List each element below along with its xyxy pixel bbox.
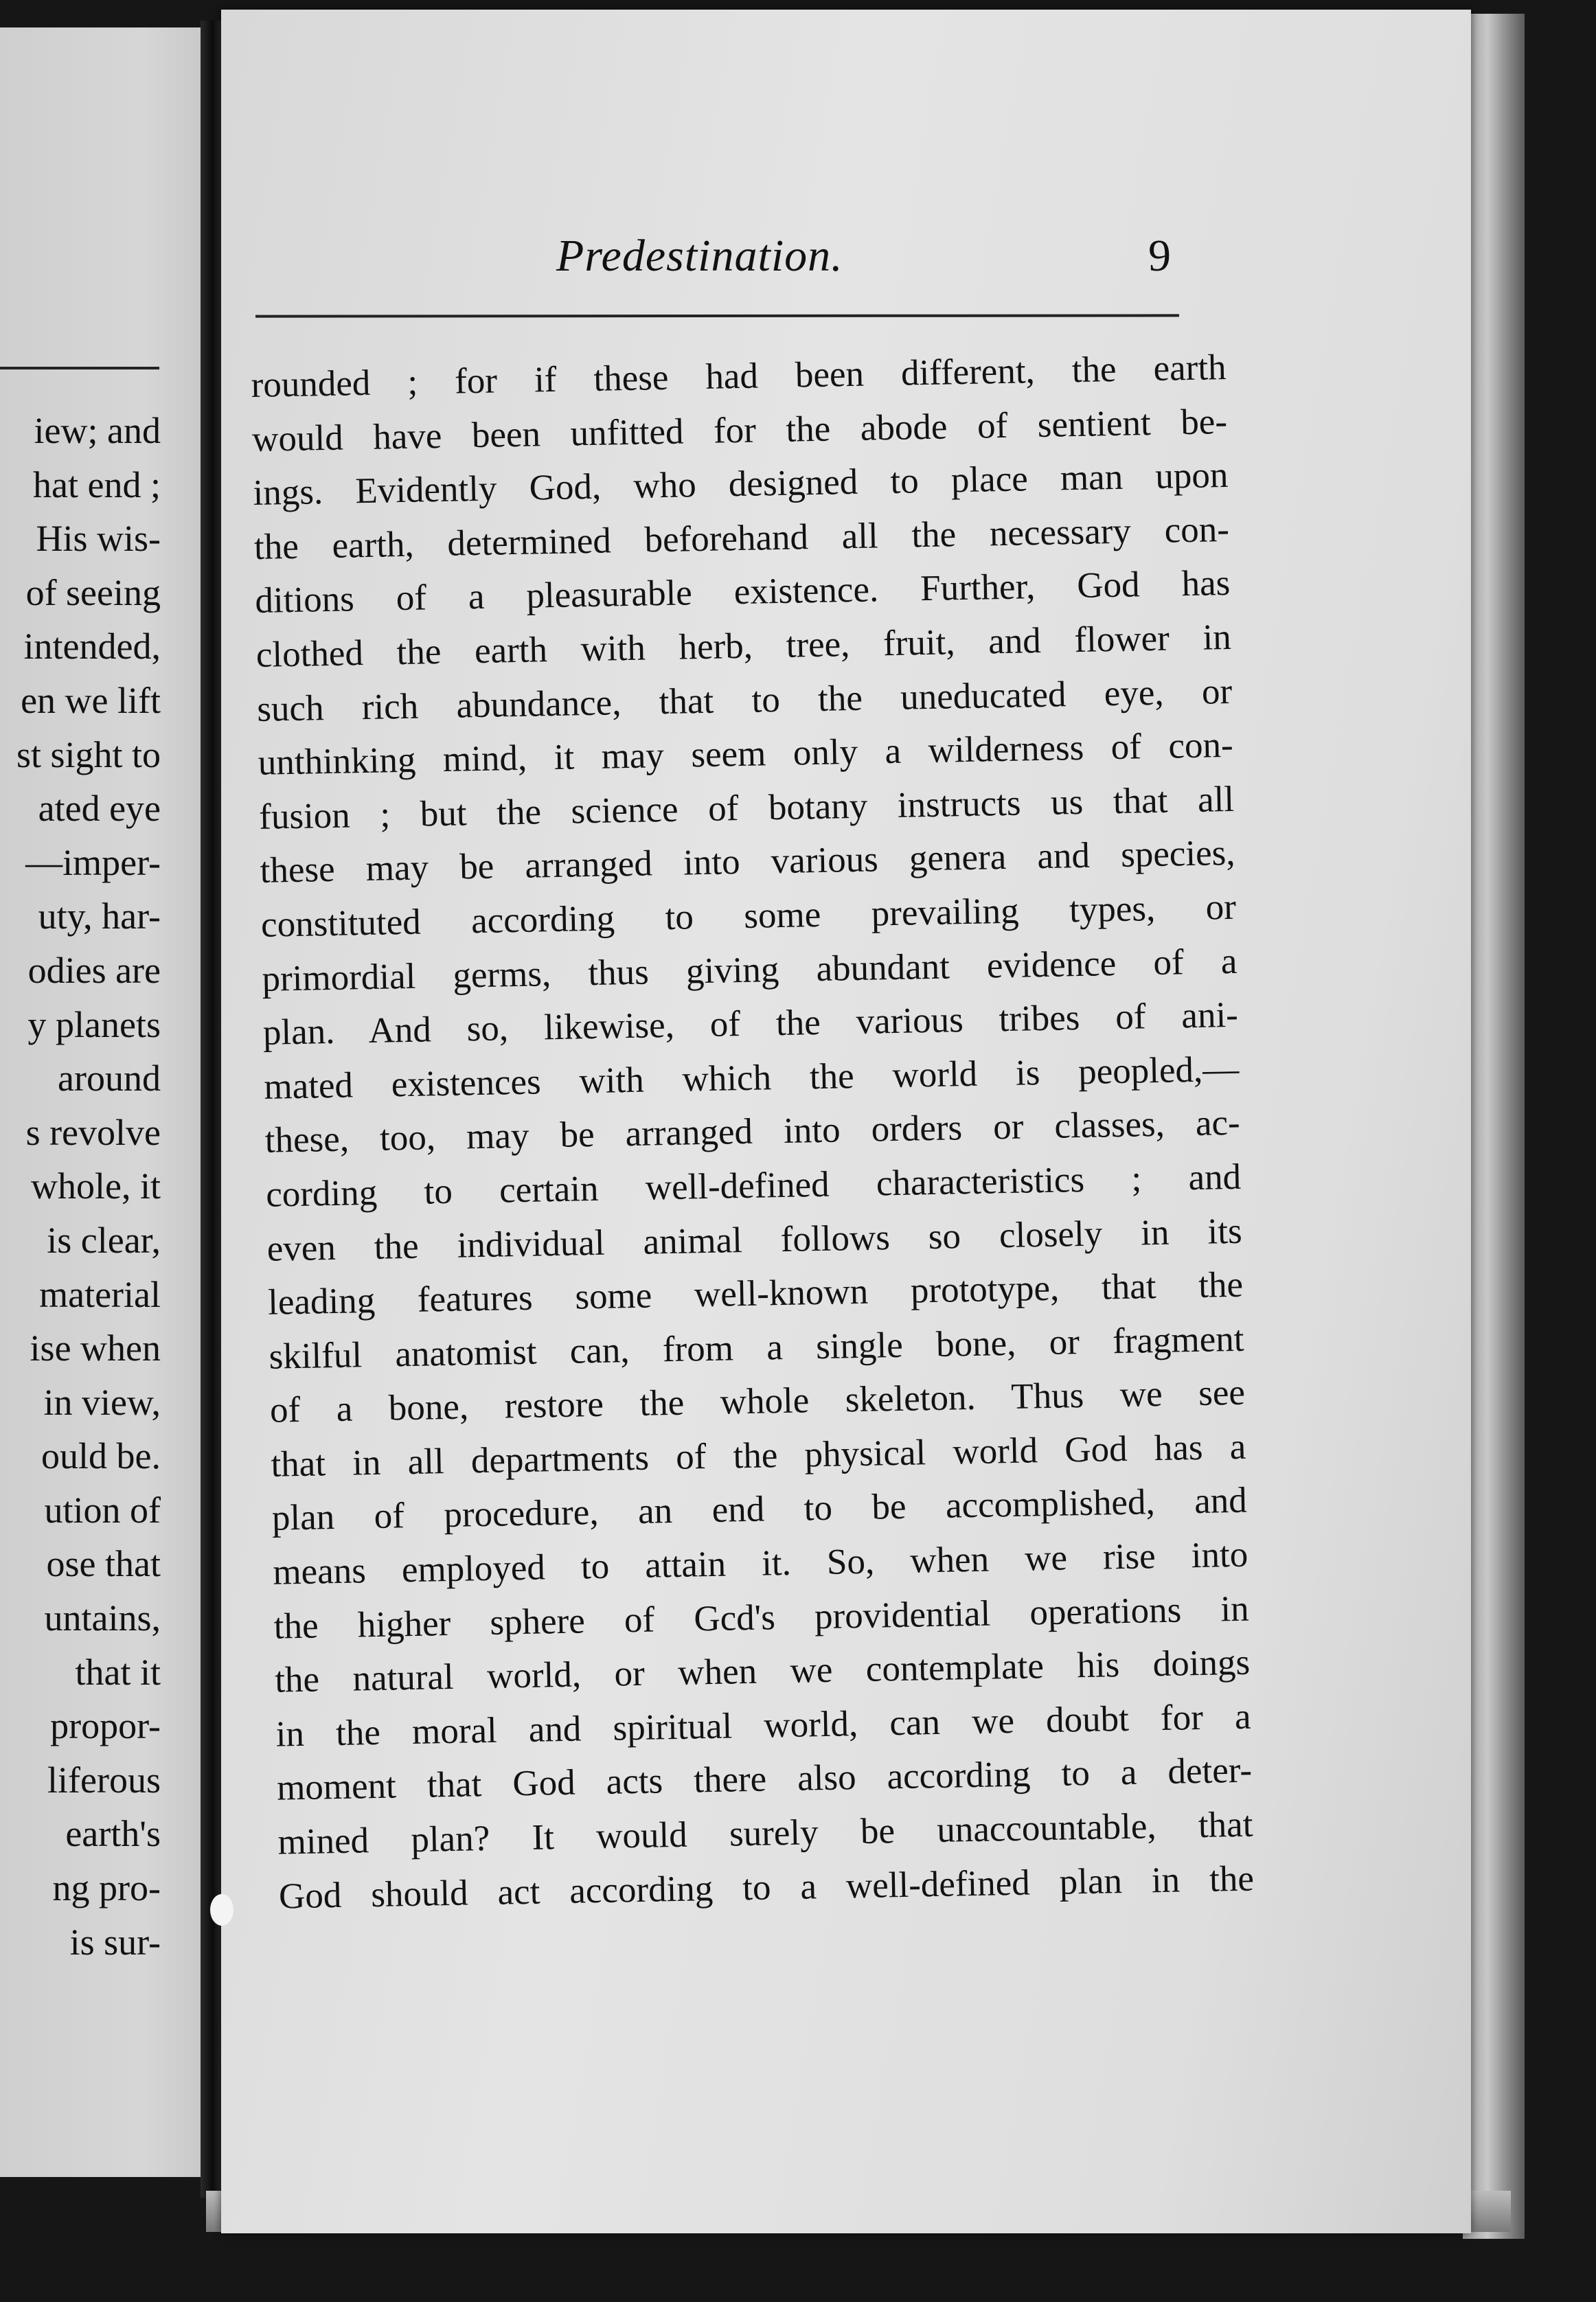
text-line: intended, xyxy=(23,626,161,668)
text-line: these, too, may be arranged into orders or classes, ac- xyxy=(264,1103,1241,1161)
text-line: the higher sphere of Gcd's providential operations in xyxy=(273,1588,1250,1647)
text-line: ould be. xyxy=(41,1435,161,1477)
text-line: s revolve xyxy=(25,1111,161,1153)
text-line: untains, xyxy=(44,1597,161,1639)
text-line: cording to certain well-defined characteristics ; and xyxy=(265,1156,1242,1215)
text-line: primordial germs, thus giving abundant evidence of a xyxy=(262,941,1238,999)
text-line: liferous xyxy=(47,1759,161,1801)
text-line: plan of procedure, an end to be accomplished, and xyxy=(271,1481,1248,1539)
text-line: in view, xyxy=(43,1381,161,1423)
running-title: Predestination. xyxy=(556,231,843,281)
text-line: odies are xyxy=(27,949,161,991)
text-line: unthinking mind, it may seem only a wilderness of con- xyxy=(258,725,1234,784)
text-line: iew; and xyxy=(34,410,161,451)
text-line: earth's xyxy=(65,1813,161,1855)
text-line: fusion ; but the science of botany instructs us that all xyxy=(258,779,1235,837)
text-line: material xyxy=(39,1273,161,1315)
text-line: His wis- xyxy=(36,518,161,560)
text-line: ings. Evidently God, who designed to place man upon xyxy=(253,455,1229,514)
text-line: moment that God acts there also according to a deter- xyxy=(276,1751,1253,1809)
page-edge-stack xyxy=(1463,14,1525,2239)
text-line: these may be arranged into various genera and species, xyxy=(260,833,1235,891)
text-line: the earth, determined beforehand all the necessary con- xyxy=(253,509,1230,567)
text-line: would have been unfitted for the abode of sentient be- xyxy=(251,401,1228,459)
text-line: around xyxy=(58,1058,161,1099)
text-line: st sight to xyxy=(16,733,161,775)
text-line: mined plan? It would surely be unaccountable, that xyxy=(277,1804,1253,1862)
running-header xyxy=(556,230,1174,292)
text-line: whole, it xyxy=(31,1165,161,1207)
text-line: means employed to attain it. So, when we rise into xyxy=(272,1534,1249,1593)
text-line: y planets xyxy=(27,1003,161,1045)
text-line: is sur- xyxy=(69,1921,161,1963)
text-line: leading features some well-known prototype, that the xyxy=(267,1264,1244,1323)
previous-page-header-rule xyxy=(0,367,159,369)
text-line: ated eye xyxy=(38,788,161,830)
text-line: skilful anatomist can, from a single bone, or fragment xyxy=(269,1319,1244,1377)
text-line: constituted according to some prevailing types, or xyxy=(260,887,1237,945)
body-text xyxy=(251,341,1255,1924)
text-line: such rich abundance, that to the uneducated eye, or xyxy=(256,671,1233,729)
text-line: that it xyxy=(75,1651,161,1693)
text-line: rounded ; for if these had been different, the earth xyxy=(251,347,1227,405)
previous-page-text xyxy=(0,404,161,1969)
text-line: ise when xyxy=(30,1327,161,1369)
text-line: ution of xyxy=(44,1489,161,1531)
text-line: that in all departments of the physical world God has a xyxy=(270,1426,1246,1485)
previous-page-fragment xyxy=(0,27,206,2177)
text-line: of a bone, restore the whole skeleton. Thus we see xyxy=(269,1373,1246,1431)
text-line: propor- xyxy=(50,1705,161,1747)
text-line: plan. And so, likewise, of the various tribes of ani- xyxy=(262,994,1239,1053)
paper-speck xyxy=(210,1894,233,1926)
text-line: is clear, xyxy=(47,1219,161,1261)
text-line: ose that xyxy=(46,1543,161,1585)
text-line: clothed the earth with herb, tree, fruit, and flower in xyxy=(255,617,1232,675)
text-line: ng pro- xyxy=(52,1867,161,1909)
text-line: even the individual animal follows so closely in its xyxy=(266,1211,1243,1269)
text-line: mated existences with which the world is peopled,— xyxy=(263,1049,1240,1107)
text-line: hat end ; xyxy=(33,464,161,505)
page-number: 9 xyxy=(1148,231,1171,281)
text-line: ditions of a pleasurable existence. Further, God has xyxy=(254,563,1231,622)
text-line: uty, har- xyxy=(38,896,161,937)
text-line: —imper- xyxy=(25,841,161,883)
text-line: the natural world, or when we contemplate his doings xyxy=(274,1642,1251,1700)
text-line: in the moral and spiritual world, can we doubt for a xyxy=(275,1696,1252,1755)
text-line: en we lift xyxy=(21,679,161,721)
text-line: God should act according to a well-defined plan in the xyxy=(278,1858,1255,1917)
text-line: of seeing xyxy=(25,571,161,613)
